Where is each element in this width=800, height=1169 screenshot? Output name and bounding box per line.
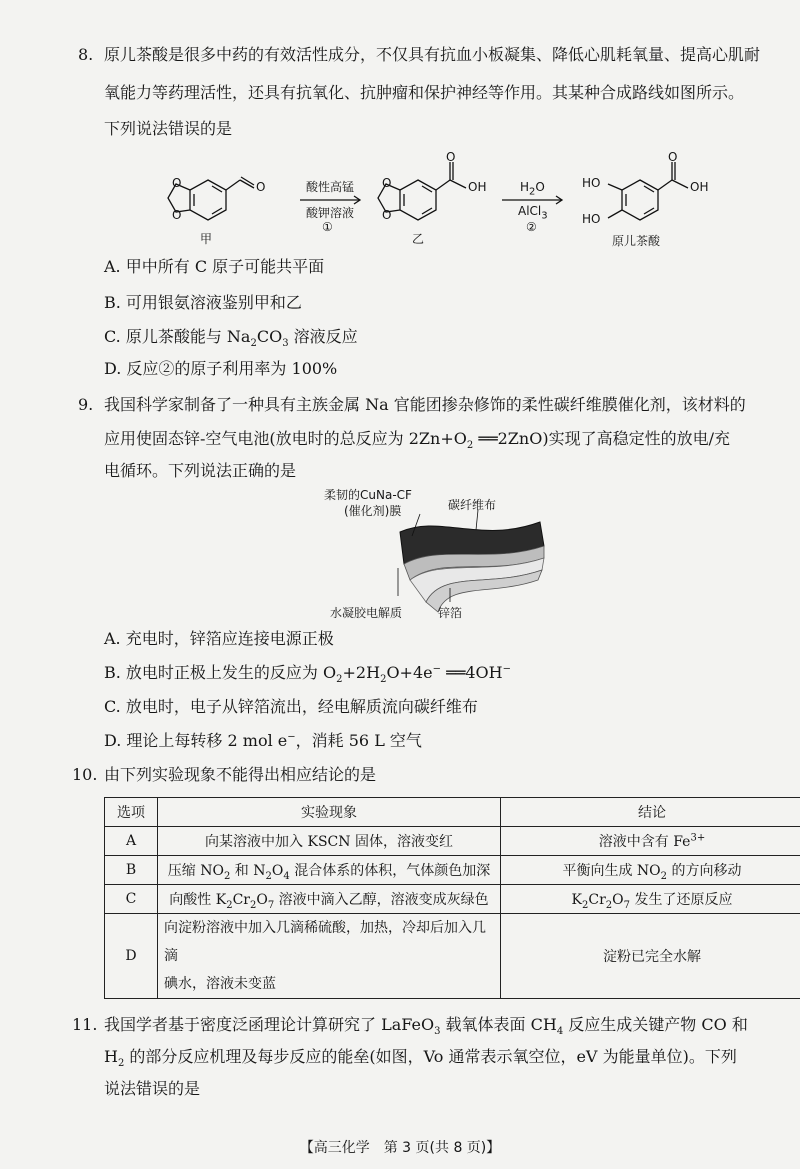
q8-stem-line-3: 下列说法错误的是 xyxy=(104,119,233,138)
step2-reagent-bottom: AlCl$_3$ xyxy=(518,204,548,222)
row-d-option: D xyxy=(105,914,158,999)
q9-stem-line-1: 我国科学家制备了一种具有主族金属 Na 官能团掺杂修饰的柔性碳纤维膜催化剂，该材料的 xyxy=(104,395,746,414)
table-row xyxy=(105,856,800,885)
row-c-phenomenon: 向酸性 $K_2Cr_2O_7$ 溶液中滴入乙醇，溶液变成灰绿色 xyxy=(158,885,501,914)
step1-reagent-top: 酸性高锰 xyxy=(306,180,355,194)
o-label-a3: O xyxy=(256,180,266,194)
compound-b-label: 乙 xyxy=(412,232,425,246)
o-label-c3: O xyxy=(668,150,678,164)
table-row xyxy=(105,914,800,999)
compound-c-label: 原儿茶酸 xyxy=(612,234,661,248)
o-label-a2: O xyxy=(172,208,182,222)
q9-option-b: B. 放电时正极上发生的反应为 $O_2+2H_2O+4e^-$ ══4OH− xyxy=(104,663,511,686)
row-b-conclusion: 平衡向生成 $NO_2$ 的方向移动 xyxy=(501,856,800,885)
q8-option-c: C. 原儿茶酸能与 $Na_2CO_3$ 溶液反应 xyxy=(104,327,358,350)
compound-a-label: 甲 xyxy=(200,232,213,246)
q8-option-b: B. 可用银氨溶液鉴别甲和乙 xyxy=(104,293,302,312)
row-d-phenomenon: 向淀粉溶液中加入几滴稀硫酸，加热，冷却后加入几滴 碘水，溶液未变蓝 xyxy=(158,914,501,999)
synthesis-scheme xyxy=(150,150,710,250)
ho-label-c1: HO xyxy=(582,176,601,190)
question-number-8: 8. xyxy=(78,45,94,64)
row-b-option: B xyxy=(105,856,158,885)
q8-option-a: A. 甲中所有 C 原子可能共平面 xyxy=(104,257,325,276)
o-label-b3: O xyxy=(446,150,456,164)
question-number-11: 11. xyxy=(72,1015,98,1034)
row-a-conclusion: 溶液中含有 $Fe^{3+}$ xyxy=(501,827,800,856)
oh-label-b: OH xyxy=(468,180,487,194)
q11-stem-line-2: $H_2$ 的部分反应机理及每步反应的能垒(如图，Vo 通常表示氧空位，eV 为能量单位)。下列 xyxy=(104,1047,737,1070)
row-c-option: C xyxy=(105,885,158,914)
ho-label-c2: HO xyxy=(582,212,601,226)
row-b-phenomenon: 压缩 $NO_2$ 和 $N_2O_4$ 混合体系的体积，气体颜色加深 xyxy=(158,856,501,885)
q8-stem-line-2: 氧能力等药理活性，还具有抗氧化、抗肿瘤和保护神经等作用。其某种合成路线如图所示。 xyxy=(104,83,745,102)
row-c-conclusion: $K_2Cr_2O_7$ 发生了还原反应 xyxy=(501,885,800,914)
row-a-option: A xyxy=(105,827,158,856)
membrane-label-1: 柔韧的CuNa-CF xyxy=(324,488,412,502)
o-label-b1: O xyxy=(382,176,392,190)
q8-option-d: D. 反应②的原子利用率为 100% xyxy=(104,359,338,378)
q9-stem-line-3: 电循环。下列说法正确的是 xyxy=(104,461,297,480)
page-footer xyxy=(0,1137,800,1157)
benzene-ring-a xyxy=(190,180,226,220)
o-label-a1: O xyxy=(172,176,182,190)
membrane-label-2: (催化剂)膜 xyxy=(344,504,402,518)
hydrogel-label: 水凝胶电解质 xyxy=(330,606,403,620)
table-header-row xyxy=(105,798,800,827)
zinc-foil-label: 锌箔 xyxy=(438,606,463,620)
battery-figure xyxy=(324,484,570,624)
q9-option-c: C. 放电时，电子从锌箔流出，经电解质流向碳纤维布 xyxy=(104,697,478,716)
step2-number: ② xyxy=(526,220,537,234)
footer-text: 【高三化学 第 3 页(共 8 页)】 xyxy=(299,1140,501,1156)
question-number-10: 10. xyxy=(72,765,98,784)
header-phenomenon: 实验现象 xyxy=(158,798,501,827)
q9-option-d: D. 理论上每转移 2 mol e−，消耗 56 L 空气 xyxy=(104,731,422,750)
q11-stem-line-1: 我国学者基于密度泛函理论计算研究了 LaFeO$_3$ 载氧体表面 $CH_4$ 反应生成关键产物 CO 和 xyxy=(104,1015,748,1038)
carbon-cloth-label: 碳纤维布 xyxy=(448,498,497,512)
benzene-ring-c xyxy=(622,180,658,220)
q9-stem-line-2: 应用使固态锌-空气电池(放电时的总反应为 $2Zn+O_2$ ══2ZnO)实现了高稳定性的放电/充 xyxy=(104,429,730,452)
table-row xyxy=(105,885,800,914)
q11-stem-line-3: 说法错误的是 xyxy=(104,1079,201,1098)
q9-option-a: A. 充电时，锌箔应连接电源正极 xyxy=(104,629,334,648)
q10-stem: 由下列实验现象不能得出相应结论的是 xyxy=(104,765,377,784)
oh-label-c: OH xyxy=(690,180,709,194)
experiment-table xyxy=(104,797,800,999)
benzene-ring-b xyxy=(400,180,436,220)
step1-reagent-bottom: 酸钾溶液 xyxy=(306,206,355,220)
row-a-phenomenon: 向某溶液中加入 KSCN 固体，溶液变红 xyxy=(158,827,501,856)
step1-number: ① xyxy=(322,220,333,234)
q8-stem-line-1: 原儿茶酸是很多中药的有效活性成分，不仅具有抗血小板凝集、降低心肌耗氧量、提高心肌耐 xyxy=(104,45,761,64)
question-number-9: 9. xyxy=(78,395,94,414)
header-conclusion: 结论 xyxy=(501,798,800,827)
table-row xyxy=(105,827,800,856)
header-option: 选项 xyxy=(105,798,158,827)
row-d-conclusion: 淀粉已完全水解 xyxy=(501,914,800,999)
step2-reagent-top: $H_2O$ xyxy=(520,180,545,198)
o-label-b2: O xyxy=(382,208,392,222)
